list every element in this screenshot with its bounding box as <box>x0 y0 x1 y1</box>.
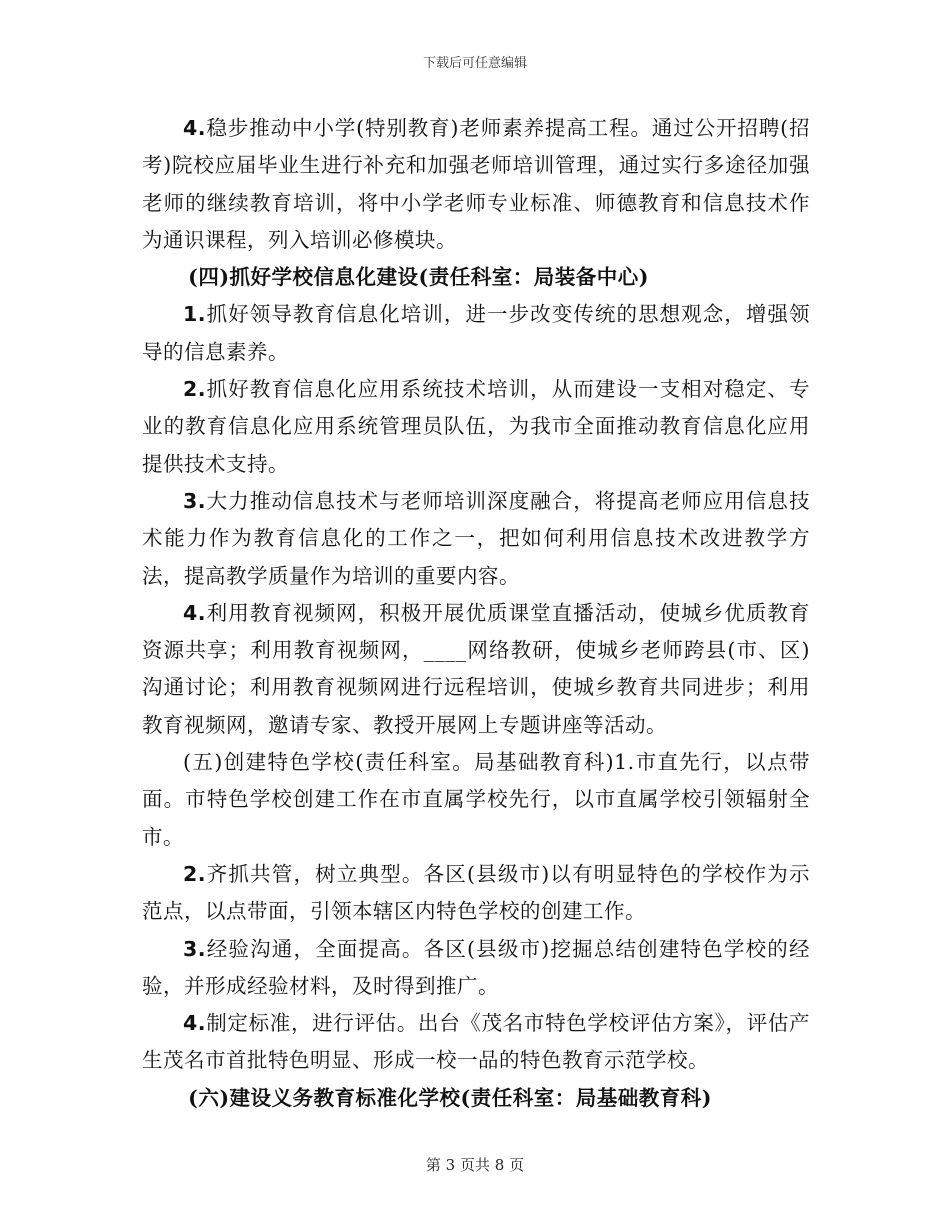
paragraph-item <box>142 595 810 744</box>
item-number: 4. <box>183 116 207 140</box>
paragraph-item <box>142 931 810 1006</box>
paragraph-item <box>142 483 810 595</box>
item-number: 3. <box>183 936 207 961</box>
item-number: 1. <box>183 302 207 327</box>
page-footer: 第 3 页共 8 页 <box>425 1156 525 1174</box>
section-heading: (六)建设义务教育标准化学校(责任科室：局基础教育科) <box>188 1085 712 1110</box>
item-text: 利用教育视频网，积极开展优质课堂直播活动，使城乡优质教育资源共享；利用教育视频网，____网络教研，使城乡老师跨县(市、区)沟通讨论；利用教育视频网进行远程培训，使城乡教育共同进步；利用教育视频网，邀请专家、教授开展网上专题讲座等活动。 <box>142 600 810 737</box>
section-paragraph: (五)创建特色学校(责任科室。局基础教育科)1.市直先行，以点带面。市特色学校创建工作在市直属学校先行，以市直属学校引领辐射全市。 <box>142 750 810 849</box>
paragraph-item <box>142 371 810 483</box>
item-text: 抓好领导教育信息化培训，进一步改变传统的思想观念，增强领导的信息素养。 <box>142 302 810 364</box>
item-text: 制定标准，进行评估。出台《茂名市特色学校评估方案》，评估产生茂名市首批特色明显、形成一校一品的特色教育示范学校。 <box>142 1011 810 1073</box>
document-body <box>142 110 810 1117</box>
item-number: 3. <box>183 488 207 513</box>
item-number: 2. <box>183 861 207 886</box>
page-header: 下载后可任意编辑 <box>422 56 527 71</box>
paragraph-item <box>142 856 810 931</box>
item-text: 稳步推动中小学(特别教育)老师素养提高工程。通过公开招聘(招考)院校应届毕业生进行补充和加强老师培训管理，通过实行多途径加强老师的继续教育培训，将中小学老师专业标准、师德教育和信息技术作为通识课程，列入培训必修模块。 <box>142 116 810 252</box>
item-text: 抓好教育信息化应用系统技术培训，从而建设一支相对稳定、专业的教育信息化应用系统管理员队伍，为我市全面推动教育信息化应用提供技术支持。 <box>142 377 810 476</box>
item-text: 齐抓共管，树立典型。各区(县级市)以有明显特色的学校作为示范点，以点带面，引领本辖区内特色学校的创建工作。 <box>142 861 810 924</box>
item-text: 经验沟通，全面提高。各区(县级市)挖掘总结创建特色学校的经验，并形成经验材料，及时得到推广。 <box>142 936 810 998</box>
item-number: 4. <box>183 1011 207 1036</box>
item-text: 大力推动信息技术与老师培训深度融合，将提高老师应用信息技术能力作为教育信息化的工作之一，把如何利用信息技术改进教学方法，提高教学质量作为培训的重要内容。 <box>142 488 810 588</box>
section-heading: (四)抓好学校信息化建设(责任科室：局装备中心) <box>188 265 649 290</box>
item-number: 2. <box>183 377 207 402</box>
paragraph-item <box>142 110 810 259</box>
item-number: 4. <box>183 600 207 625</box>
paragraph-item <box>142 296 810 371</box>
paragraph-item <box>142 1005 810 1080</box>
